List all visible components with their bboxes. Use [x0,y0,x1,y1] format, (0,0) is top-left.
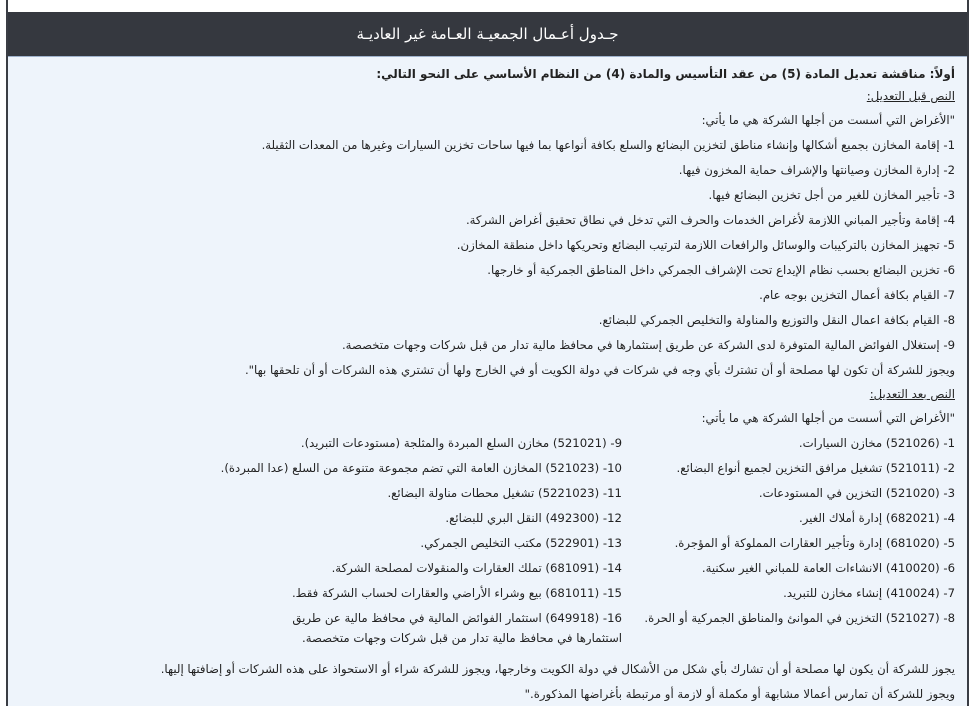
before-item: 3- تأجير المخازن للغير من أجل تخزين البضائع فيها. [708,188,955,202]
document-frame [6,0,969,706]
after-item: 10- (521023) المخازن العامة التي تضم مجموعة متنوعة من السلع (عدا المبردة). [220,461,622,475]
before-intro: "الأغراض التي أسست من أجلها الشركة هي ما يأتي: [701,113,955,127]
after-label: النص بعد التعديل: [869,387,955,401]
before-item: 5- تجهيز المخازن بالتركيبات والوسائل والرافعات اللازمة لترتيب البضائع وتحريكها داخل منطقة المخازن. [456,238,955,252]
after-item: 15- (681011) بيع وشراء الأراضي والعقارات لحساب الشركة فقط. [291,586,622,600]
before-item: 2- إدارة المخازن وصيانتها والإشراف حماية المخزون فيها. [678,163,955,177]
after-closing: ويجوز للشركة أن تمارس أعمالا مشابهة أو مكملة أو لازمة أو مرتبطة بأغراضها المذكورة." [524,687,955,701]
before-item: 9- إستغلال الفوائض المالية المتوفرة لدى الشركة عن طريق إستثمارها في محافظ مالية تدار من قبل شركات وجهات متخصصة. [341,338,955,352]
after-intro: "الأغراض التي أسست من أجلها الشركة هي ما يأتي: [701,411,955,425]
before-item: 8- القيام بكافة اعمال النقل والتوزيع والمناولة والتخليص الجمركي للبضائع. [598,313,955,327]
before-item: 7- القيام بكافة أعمال التخزين بوجه عام. [759,288,955,302]
after-item: 14- (681091) تملك العقارات والمنقولات لمصلحة الشركة. [331,561,622,575]
after-item: 13- (522901) مكتب التخليص الجمركي. [420,536,622,550]
agenda-title: جـدول أعـمال الجمعيـة العـامة غير العاديـة [8,12,967,57]
after-item: 8- (521027) التخزين في الموانئ والمناطق الجمركية أو الحرة. [644,611,955,625]
before-item: 1- إقامة المخازن بجميع أشكالها وإنشاء مناطق لتخزين البضائع والسلع بكافة أنواعها بما فيها ساحات تخزين السيارات وغيرها من المعدات الثقيلة. [261,138,955,152]
after-closing: يجوز للشركة أن يكون لها مصلحة أو أن تشارك بأي شكل من الأشكال في دولة الكويت وخارجها، ويجوز للشركة شراء أو الاستحواذ على هذه الشركات أو إضافتها إليها. [160,662,955,676]
after-item: 2- (521011) تشغيل مرافق التخزين لجميع أنواع البضائع. [676,461,955,475]
before-closing: ويجوز للشركة أن تكون لها مصلحة أو أن تشترك بأي وجه في شركات في دولة الكويت أو في الخارج ولها أن تشتري هذه الشركات أو أن تلحقها بها". [244,363,955,377]
before-item: 4- إقامة وتأجير المباني اللازمة لأغراض الخدمات والحرف التي تدخل في نطاق تحقيق أغراض الشركة. [465,213,955,227]
before-label: النص قبل التعديل: [866,89,955,103]
after-item: 12- (492300) النقل البري للبضائع. [445,511,622,525]
after-item: 4- (682021) إدارة أملاك الغير. [799,511,955,525]
after-item: 16- (649918) استثمار الفوائض المالية في محافظ مالية عن طريق استثمارها في محافظ مالية تدار من قبل شركات وجهات متخصصة. [292,611,622,645]
after-item: 3- (521020) التخزين في المستودعات. [758,486,955,500]
after-item: 5- (681020) إدارة وتأجير العقارات المملوكة أو المؤجرة. [674,536,955,550]
after-item: 7- (410024) إنشاء مخازن للتبريد. [783,586,955,600]
after-item: 9- (521021) مخازن السلع المبردة والمثلجة (مستودعات التبريد). [300,436,622,450]
after-item: 1- (521026) مخازن السيارات. [798,436,955,450]
item-heading: أولاً: مناقشة تعديل المادة (5) من عقد التأسيس والمادة (4) من النظام الأساسي على النحو التالي: [376,67,955,81]
before-item: 6- تخزين البضائع بحسب نظام الإيداع تحت الإشراف الجمركي داخل المناطق الجمركية أو خارجها. [487,263,955,277]
after-item: 6- (410020) الانشاءات العامة للمباني الغير سكنية. [701,561,955,575]
agenda-body [8,57,967,706]
after-item: 11- (5221023) تشغيل محطات مناولة البضائع. [387,486,622,500]
